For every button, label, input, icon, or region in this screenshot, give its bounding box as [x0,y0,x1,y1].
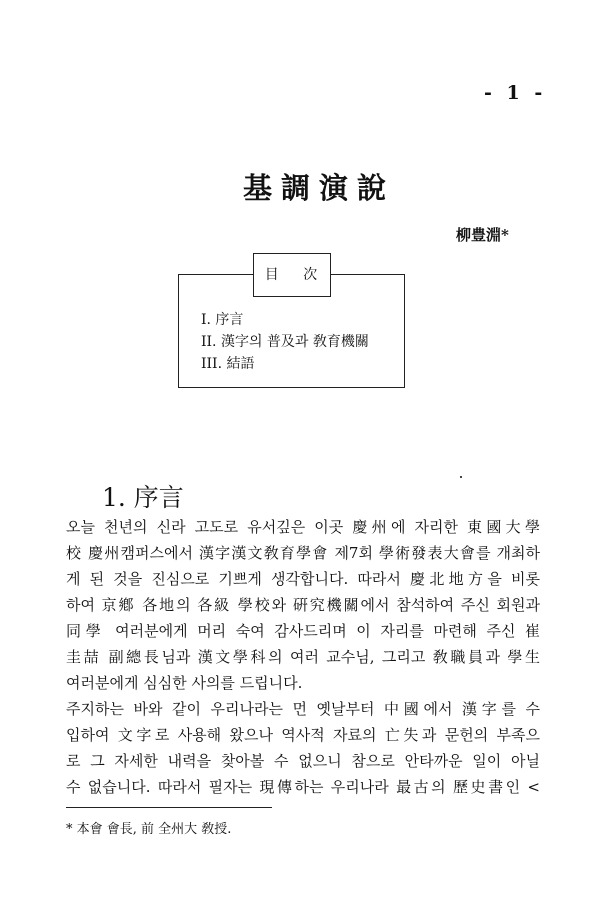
toc-list [201,309,369,375]
section-heading: 1. 序言 [102,483,184,512]
page-number: - 1 - [484,82,547,104]
toc-item-conclusion: III. 結語 [201,356,255,372]
stray-dot [460,476,462,478]
body-text [66,514,540,800]
toc-title: 目 次 [253,253,331,297]
author-name: 柳豊淵* [456,226,509,244]
body-line: 校 慶州캠퍼스에서 漢字漢文敎育學會 제7회 學術發表大會를 개최하 [66,544,540,562]
toc-item-hanja-education: II. 漢字의 普及과 敎育機關 [201,334,369,350]
footnote: * 本會 會長, 前 全州大 敎授. [66,822,232,837]
toc-item-introduction: I. 序言 [201,312,244,328]
document-title: 基調演說 [242,171,395,205]
footnote-divider [66,807,272,808]
body-line: 로 그 자세한 내력을 찾아볼 수 없으니 참으로 안타까운 일이 아닐 [66,752,540,770]
table-of-contents [178,267,405,388]
body-line: 입하여 文字로 사용해 왔으나 역사적 자료의 亡失과 문헌의 부족으 [66,726,540,744]
body-line: 同學 여러분에게 머리 숙여 감사드리며 이 자리를 마련해 주신 崔 [66,622,540,640]
body-line: 여러분에게 심심한 사의를 드립니다. [66,674,303,692]
body-line: 오늘 천년의 신라 고도로 유서깊은 이곳 慶州에 자리한 東國大學 [66,518,540,536]
body-line: 圭喆 副總長님과 漢文學科의 여러 교수님, 그리고 敎職員과 學生 [66,648,540,666]
body-line: 주지하는 바와 같이 우리나라는 먼 옛날부터 中國에서 漢字를 수 [66,700,540,718]
body-line: 게 된 것을 진심으로 기쁘게 생각합니다. 따라서 慶北地方을 비롯 [66,570,540,588]
body-line: 하여 京鄕 各地의 各級 學校와 硏究機關에서 참석하여 주신 회원과 [66,596,540,614]
body-line: 수 없습니다. 따라서 필자는 現傳하는 우리나라 最古의 歷史書인 < [66,778,540,796]
